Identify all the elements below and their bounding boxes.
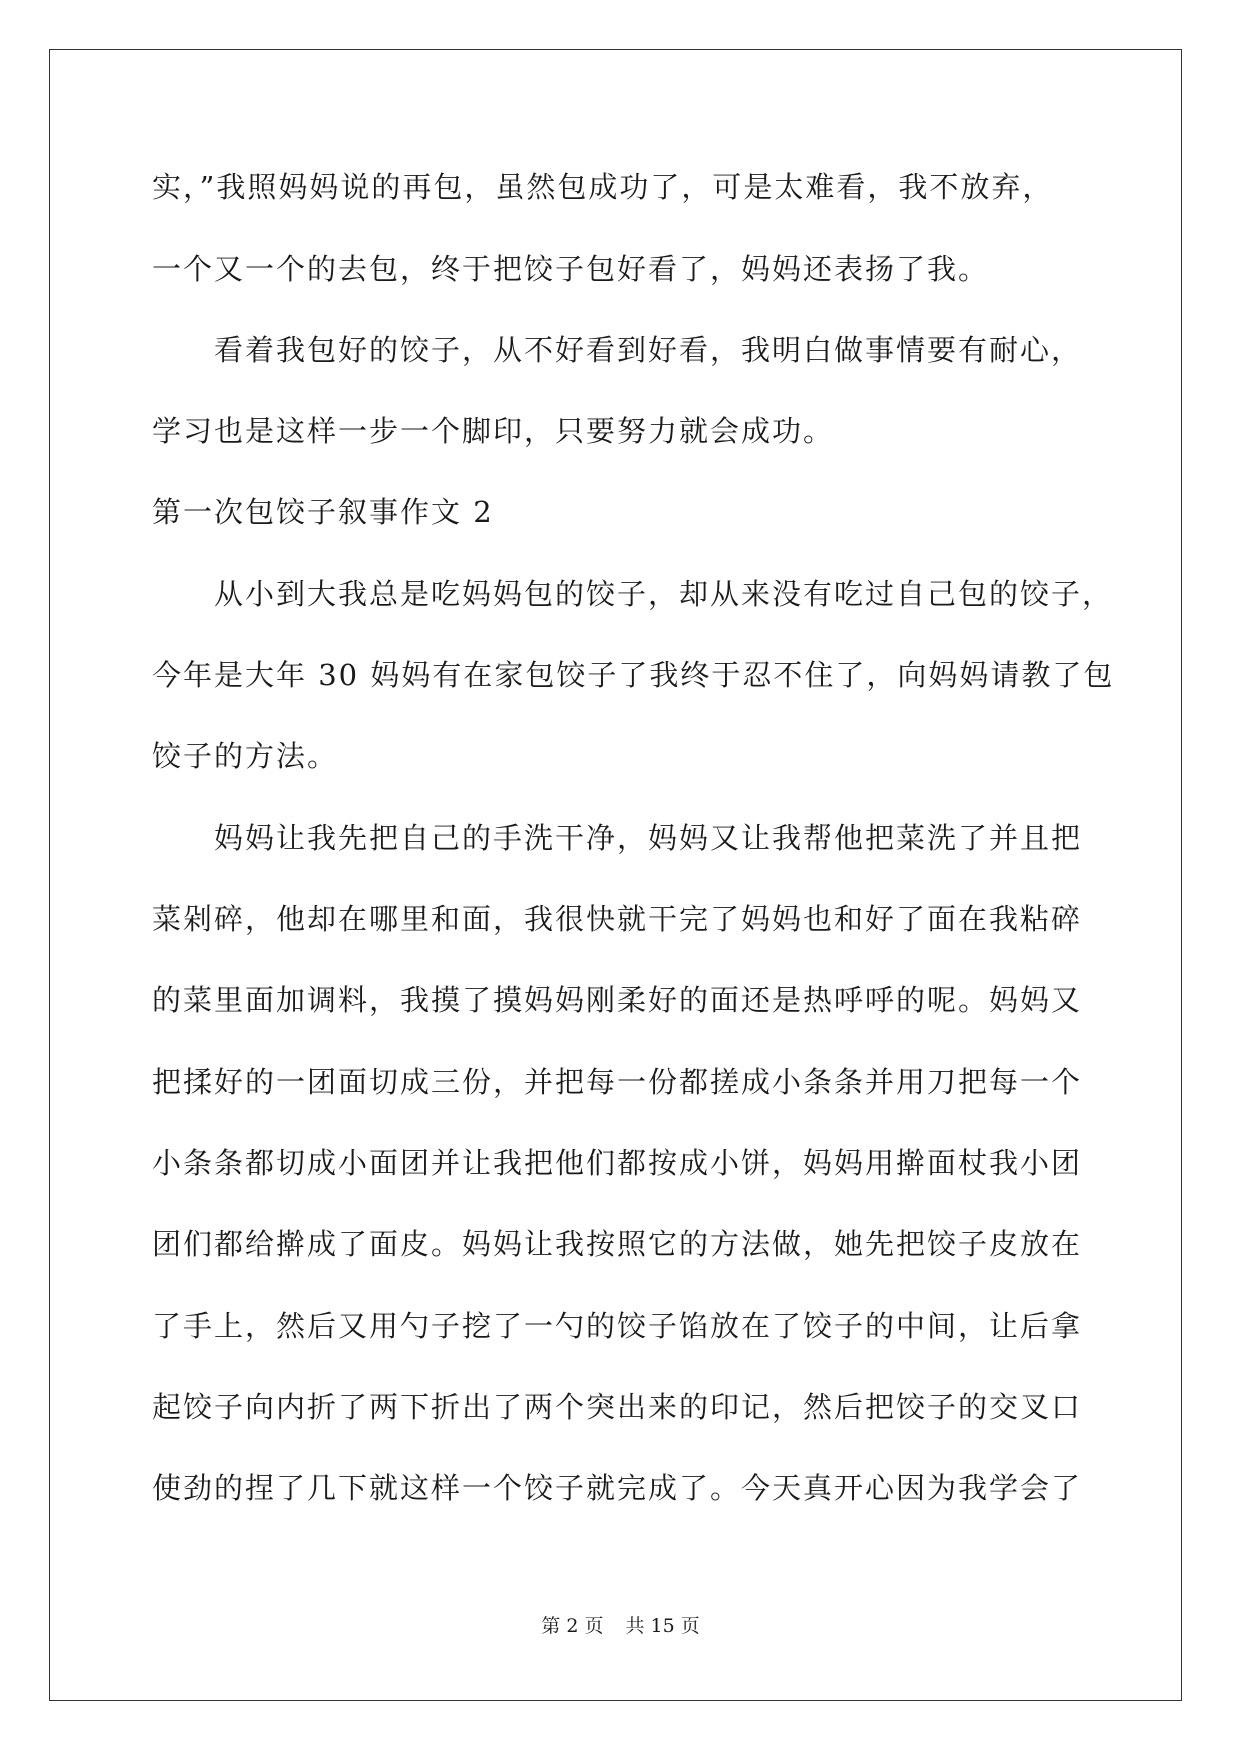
- body-line: 看着我包好的饺子，从不好看到好看，我明白做事情要有耐心，: [152, 333, 1083, 367]
- body-line: 学习也是这样一步一个脚印，只要努力就会成功。: [152, 414, 835, 448]
- page-number: 第 2 页: [541, 1615, 604, 1637]
- section-heading: 第一次包饺子叙事作文 2: [152, 495, 494, 529]
- page-border: [49, 49, 1182, 1701]
- body-line: 起饺子向内折了两下折出了两个突出来的印记，然后把饺子的交叉口: [152, 1390, 1083, 1424]
- body-line: 今年是大年 30 妈妈有在家包饺子了我终于忍不住了，向妈妈请教了包: [152, 658, 1115, 692]
- page-total: 共 15 页: [625, 1615, 700, 1637]
- body-line: 饺子的方法。: [152, 739, 339, 773]
- body-line: 了手上，然后又用勺子挖了一勺的饺子馅放在了饺子的中间，让后拿: [152, 1309, 1083, 1343]
- body-line: 小条条都切成小面团并让我把他们都按成小饼，妈妈用擀面杖我小团: [152, 1146, 1083, 1180]
- body-line: 的菜里面加调料，我摸了摸妈妈刚柔好的面还是热呼呼的呢。妈妈又: [152, 983, 1083, 1017]
- body-line: 团们都给擀成了面皮。妈妈让我按照它的方法做，她先把饺子皮放在: [152, 1227, 1083, 1261]
- body-line: 菜剁碎，他却在哪里和面，我很快就干完了妈妈也和好了面在我粘碎: [152, 902, 1083, 936]
- body-line: 从小到大我总是吃妈妈包的饺子，却从来没有吃过自己包的饺子，: [152, 577, 1114, 611]
- body-line: 一个又一个的去包，终于把饺子包好看了，妈妈还表扬了我。: [152, 252, 990, 286]
- page-footer: [0, 1613, 1241, 1639]
- body-line: 使劲的捏了几下就这样一个饺子就完成了。今天真开心因为我学会了: [152, 1471, 1083, 1505]
- body-line: 实，”我照妈妈说的再包，虽然包成功了，可是太难看，我不放弃，: [152, 170, 1054, 204]
- body-line: 把揉好的一团面切成三份，并把每一份都搓成小条条并用刀把每一个: [152, 1065, 1083, 1099]
- body-line: 妈妈让我先把自己的手洗干净，妈妈又让我帮他把菜洗了并且把: [152, 821, 1083, 855]
